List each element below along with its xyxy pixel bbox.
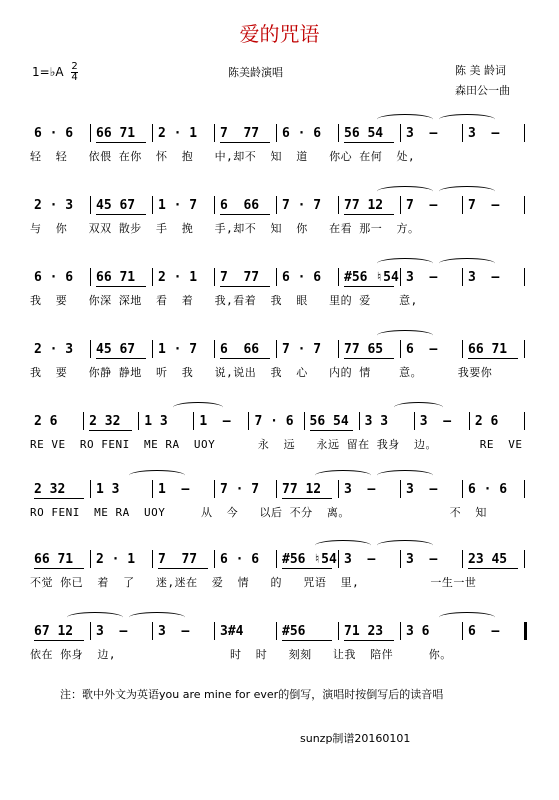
tie-arc [394,402,444,413]
beam-underline [34,568,84,569]
notation-line [30,120,530,148]
barline [214,340,215,358]
barline [400,550,401,568]
beam-underline [310,430,353,431]
measure-notes: 6 · 6 [34,126,74,141]
barline [90,480,91,498]
barline [276,268,277,286]
barline [276,196,277,214]
tie-arc [129,612,185,623]
tie-arc [377,470,433,481]
notation-line [30,476,530,504]
final-barline [524,622,527,640]
measure-notes: #56 ♮54 [282,552,337,567]
beam-underline [468,568,518,569]
barline [152,196,153,214]
barline [462,196,463,214]
lyric-line: 与 你 双双 散步 手 挽 手,却不 知 你 在看 那一 方。 [30,222,420,235]
singer-credit: 陈美龄演唱 [228,66,283,79]
beam-underline [344,286,394,287]
barline [214,124,215,142]
tie-arc [377,186,433,197]
measure-notes: 6 · 6 [220,552,260,567]
measure-notes: #56 [282,624,306,639]
score-system [30,408,530,468]
measure-notes: 7 77 [220,270,260,285]
tie-arc [377,330,433,341]
beam-underline [344,214,394,215]
footnote: 注：歌中外文为英语you are mine for ever的倒写，演唱时按倒写后的读音唱 [60,688,444,701]
barline [152,268,153,286]
tie-arc [67,612,123,623]
measure-notes: 1 3 [96,482,120,497]
barline [214,622,215,640]
beam-underline [220,358,270,359]
beam-underline [344,358,394,359]
measure-notes: 3 – [344,552,376,567]
barline [462,340,463,358]
barline [276,550,277,568]
barline [338,480,339,498]
beam-underline [344,142,394,143]
measure-notes: 66 71 [34,552,74,567]
barline [152,550,153,568]
measure-notes: 66 71 [468,342,508,357]
barline [304,412,305,430]
song-title: 爱的咒语 [239,22,320,46]
measure-notes: 7 – [468,198,500,213]
measure-notes: 7 · 7 [282,342,322,357]
barline [90,622,91,640]
measure-notes: 6 66 [220,198,260,213]
measure-notes: 1 · 7 [158,198,198,213]
measure-notes: 6 · 6 [34,270,74,285]
barline [524,124,525,142]
score-system [30,264,530,324]
barline [214,550,215,568]
measure-notes: 3 6 [406,624,430,639]
measure-notes: 6 66 [220,342,260,357]
score-system [30,546,530,606]
barline [276,340,277,358]
barline [524,340,525,358]
barline [338,340,339,358]
beam-underline [34,640,84,641]
measure-notes: 2 · 1 [158,270,198,285]
beam-underline [96,214,146,215]
measure-notes: 45 67 [96,342,136,357]
barline [462,480,463,498]
measure-notes: 2 · 3 [34,342,74,357]
measure-notes: 1 · 7 [158,342,198,357]
measure-notes: 6 – [468,624,500,639]
measure-notes: 3 – [406,126,438,141]
barline [214,268,215,286]
measure-notes: 6 – [406,342,438,357]
score-system [30,192,530,252]
barline [90,196,91,214]
measure-notes: 2 6 [474,414,499,429]
barline [359,412,360,430]
barline [276,622,277,640]
measure-notes: 2 32 [34,482,66,497]
barline [400,196,401,214]
measure-notes: 56 54 [309,414,349,429]
measure-notes: 3 – [419,414,452,429]
composer-credit: 森田公一曲 [455,84,510,97]
lyric-line: 不觉 你已 着 了 迷,迷在 爱 情 的 咒语 里, 一生一世 [30,576,477,589]
beam-underline [282,568,332,569]
measure-notes: 3 – [158,624,190,639]
tie-arc [315,540,371,551]
tie-arc [439,258,495,269]
barline [400,124,401,142]
measure-notes: 7 77 [158,552,198,567]
beam-underline [96,358,146,359]
barline [214,196,215,214]
measure-notes: 67 12 [34,624,74,639]
measure-notes: 71 23 [344,624,384,639]
measure-notes: 6 · 6 [282,126,322,141]
measure-notes: 3 – [406,552,438,567]
notation-line [30,618,530,646]
barline [462,124,463,142]
beam-underline [96,142,146,143]
beam-underline [344,640,394,641]
measure-notes: 2 · 1 [96,552,136,567]
barline [400,622,401,640]
notation-line [30,408,530,436]
measure-notes: 7 – [406,198,438,213]
measure-notes: 3 – [406,482,438,497]
measure-notes: 3 – [468,270,500,285]
measure-notes: 6 · 6 [282,270,322,285]
barline [214,480,215,498]
barline [524,480,525,498]
key-prefix: 1= [32,65,50,79]
measure-notes: 77 12 [282,482,322,497]
measure-notes: 3 – [344,482,376,497]
barline [276,480,277,498]
measure-notes: 6 · 6 [468,482,508,497]
lyric-line: RE VE RO FENI ME RA UOY 永 远 永远 留在 我身 边。 RE VE [30,438,523,451]
beam-underline [34,498,84,499]
tie-arc [439,114,495,125]
lyricist-credit: 陈 美 龄词 [455,64,506,77]
beam-underline [220,214,270,215]
key-letter: ♭A [49,65,64,79]
barline [90,340,91,358]
barline [338,550,339,568]
barline [276,124,277,142]
measure-notes: 56 54 [344,126,384,141]
measure-notes: 3 – [96,624,128,639]
notation-line [30,336,530,364]
barline [193,412,194,430]
lyric-line: 我 要 你深 深地 看 着 我,看着 我 眼 里的 爱 意, [30,294,418,307]
measure-notes: 7 · 7 [220,482,260,497]
barline [338,124,339,142]
measure-notes: 1 3 [144,414,168,429]
tie-arc [315,470,371,481]
barline [152,340,153,358]
barline [338,196,339,214]
measure-notes: 66 71 [96,270,136,285]
barline [400,480,401,498]
measure-notes: 3 – [406,270,438,285]
lyric-line: 我 要 你静 静地 听 我 说,说出 我 心 内的 情 意。 我要你 [30,366,493,379]
measure-notes: 7 77 [220,126,260,141]
beam-underline [220,286,270,287]
measure-notes: 7 · 7 [282,198,322,213]
barline [414,412,415,430]
tie-arc [129,470,185,481]
transcriber-credit: sunzp制谱20160101 [300,732,411,745]
notation-line [30,192,530,220]
barline [400,340,401,358]
barline [524,268,525,286]
measure-notes: 45 67 [96,198,136,213]
barline [90,268,91,286]
score-system [30,120,530,180]
time-signature [71,62,77,83]
measure-notes: 77 12 [344,198,384,213]
barline [152,124,153,142]
notation-line [30,546,530,574]
barline [400,268,401,286]
measure-notes: 2 · 3 [34,198,74,213]
tie-arc [377,540,433,551]
barline [462,550,463,568]
measure-notes: 23 45 [468,552,508,567]
tie-arc [173,402,223,413]
barline [462,268,463,286]
score-system [30,618,530,678]
barline [90,124,91,142]
measure-notes: 1 – [158,482,190,497]
barline [524,412,525,430]
score-system [30,476,530,536]
measure-notes: 2 32 [89,414,121,429]
measure-notes: 7 · 6 [254,414,294,429]
measure-notes: 77 65 [344,342,384,357]
measure-notes: 2 · 1 [158,126,198,141]
beam-underline [89,430,132,431]
key-signature [32,62,78,83]
measure-notes: 1 – [199,414,231,429]
barline [248,412,249,430]
tie-arc [439,612,495,623]
lyric-line: RO FENI ME RA UOY 从 今 以后 不分 离。 不 知 [30,506,487,519]
barline [524,196,525,214]
measure-notes: 3 3 [364,414,389,429]
measure-notes: #56 ♮54 [344,270,399,285]
time-numerator: 2 [71,61,78,72]
measure-notes: 3 – [468,126,500,141]
beam-underline [282,640,332,641]
measure-notes: 3#4 [220,624,244,639]
beam-underline [96,286,146,287]
notation-line [30,264,530,292]
measure-notes: 66 71 [96,126,136,141]
lyric-line: 轻 轻 依偎 在你 怀 抱 中,却不 知 道 你心 在何 处, [30,150,416,163]
beam-underline [468,358,518,359]
barline [83,412,84,430]
lyric-line: 依在 你身 边, 时 时 刻刻 让我 陪伴 你。 [30,648,452,661]
tie-arc [377,258,433,269]
measure-notes: 2 6 [34,414,58,429]
barline [469,412,470,430]
barline [524,550,525,568]
barline [138,412,139,430]
barline [338,268,339,286]
tie-arc [377,114,433,125]
beam-underline [158,568,208,569]
time-denominator: 4 [71,72,78,83]
barline [90,550,91,568]
beam-underline [220,142,270,143]
score-system [30,336,530,396]
barline [338,622,339,640]
tie-arc [439,186,495,197]
barline [152,480,153,498]
barline [152,622,153,640]
beam-underline [282,498,332,499]
barline [462,622,463,640]
